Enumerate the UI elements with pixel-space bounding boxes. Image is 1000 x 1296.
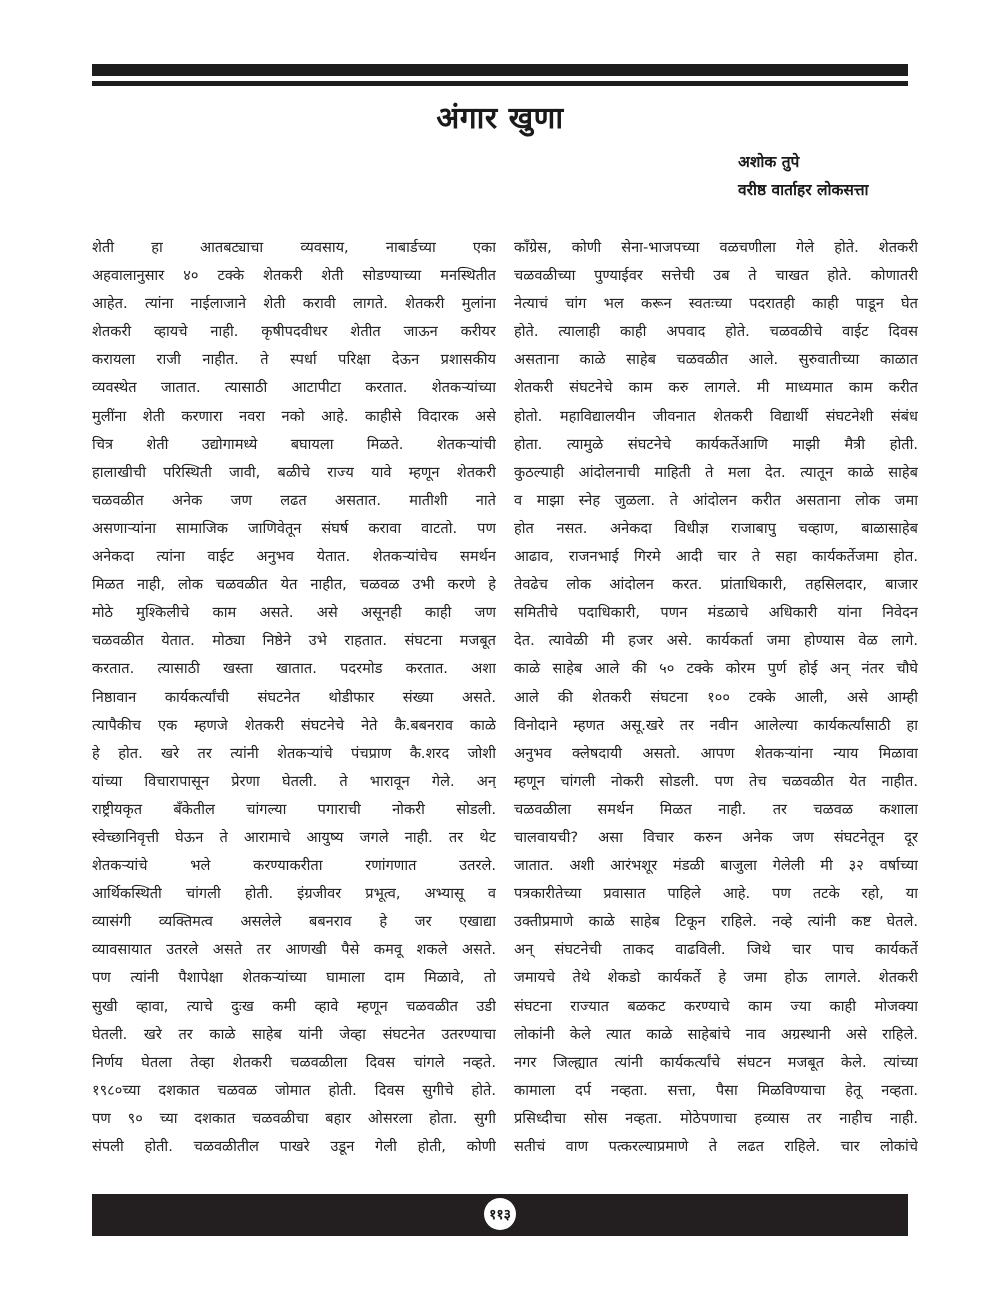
text-line: पण त्यांनी पैशापेक्षा शेतकऱ्यांच्या घामाला दाम मिळावे, तो — [92, 969, 496, 987]
text-line: होता. त्यामुळे संघटनेचे कार्यकर्तेआणि माझी मैत्री होती. — [514, 435, 918, 453]
text-line: शेतकऱ्यांचे भले करण्याकरीता रणांगणात उतरले. — [92, 857, 496, 875]
text-line: काँग्रेस, कोणी सेना-भाजपच्या वळचणीला गेले होते. शेतकरी — [514, 239, 918, 256]
right-column — [514, 234, 918, 1161]
text-line: आढाव, राजनभाई गिरमे आदी चार ते सहा कार्यकर्तेजमा होत. — [514, 548, 918, 566]
text-line: घेतली. खरे तर काळे साहेब यांनी जेव्हा संघटनेत उतरण्याचा — [92, 1025, 496, 1043]
text-line: करायला राजी नाहीत. ते स्पर्धा परिक्षा देऊन प्रशासकीय — [92, 351, 496, 369]
text-line: विनोदाने म्हणत असू.खरे तर नवीन आलेल्या कार्यकर्त्यांसाठी हा — [514, 716, 918, 734]
text-line: काळे साहेब आले की ५० टक्के कोरम पुर्ण होई अन् नंतर चौघे — [514, 660, 918, 678]
text-line: हे होत. खरे तर त्यांनी शेतकऱ्यांचे पंचप्राण कै.शरद जोशी — [92, 744, 496, 762]
text-line: देत. त्यावेळी मी हजर असे. कार्यकर्ता जमा होण्यास वेळ लागे. — [514, 632, 918, 650]
text-line: पत्रकारीतेच्या प्रवासात पाहिले आहे. पण तटके रहो, या — [514, 885, 918, 903]
text-line: व्यवस्थेत जातात. त्यासाठी आटापीटा करतात. शेतकऱ्यांच्या — [92, 379, 496, 397]
article-title: अंगार खुणा — [436, 101, 564, 136]
left-column — [92, 234, 496, 1161]
text-line: १९८०च्या दशकात चळवळ जोमात होती. दिवस सुगीचे होते. — [92, 1081, 496, 1099]
text-line: असताना काळे साहेब चळवळीत आले. सुरुवातीच्या काळात — [514, 351, 918, 369]
text-line: असणाऱ्यांना सामाजिक जाणिवेतून संघर्ष करावा वाटतो. पण — [92, 519, 496, 537]
text-line: आर्थिकस्थिती चांगली होती. इंग्रजीवर प्रभूत्व, अभ्यासू व — [92, 885, 496, 903]
text-line: होतो. महाविद्यालयीन जीवनात शेतकरी विद्यार्थी संघटनेशी संबंध — [514, 407, 918, 425]
text-line: नेत्याचं चांग भल करून स्वतःच्या पदरातही काही पाडून घेत — [514, 295, 918, 313]
text-line: चळवळीला समर्थन मिळत नाही. तर चळवळ कशाला — [514, 800, 918, 818]
text-line: कामाला दर्प नव्हता. सत्ता, पैसा मिळविण्याचा हेतू नव्हता. — [514, 1081, 918, 1099]
text-line: चळवळीत अनेक जण लढत असतात. मातीशी नाते — [92, 491, 496, 509]
text-line: कुठल्याही आंदोलनाची माहिती ते मला देत. त्यातून काळे साहेब — [514, 463, 918, 481]
text-line: यांच्या विचारापासून प्रेरणा घेतली. ते भारावून गेले. अन् — [92, 772, 496, 790]
text-line: राष्ट्रीयकृत बँकेतील चांगल्या पगाराची नोकरी सोडली. — [92, 800, 496, 818]
text-line: होत नसत. अनेकदा विधीज्ञ राजाबापु चव्हाण, बाळासाहेब — [514, 519, 918, 537]
text-line: प्रसिध्दीचा सोस नव्हता. मोठेपणाचा हव्यास तर नाहीच नाही. — [514, 1109, 918, 1127]
text-line: चित्र शेती उद्योगामध्ये बघायला मिळते. शेतकऱ्यांची — [92, 435, 496, 453]
text-line: सुखी व्हावा, त्याचे दुःख कमी व्हावे म्हणून चळवळीत उडी — [92, 997, 496, 1015]
text-line: आले की शेतकरी संघटना १०० टक्के आली, असे आम्ही — [514, 688, 918, 706]
header-rule-thick — [92, 64, 908, 76]
text-line: स्वेच्छानिवृत्ती घेऊन ते आरामाचे आयुष्य जगले नाही. तर थेट — [92, 828, 496, 846]
text-line: तेवढेच लोक आंदोलन करत. प्रांताधिकारी, तहसिलदार, बाजार — [514, 576, 918, 594]
text-line: आहेत. त्यांना नाईलाजाने शेती करावी लागते. शेतकरी मुलांना — [92, 295, 496, 313]
text-line: हालाखीची परिस्थिती जावी, बळीचे राज्य यावे म्हणून शेतकरी — [92, 463, 496, 481]
text-line: निर्णय घेतला तेव्हा शेतकरी चळवळीला दिवस चांगले नव्हते. — [92, 1053, 496, 1071]
text-line: मोठे मुश्किलीचे काम असते. असे असूनही काही जण — [92, 604, 496, 622]
text-line: संघटना राज्यात बळकट करण्याचे काम ज्या काही मोजक्या — [514, 997, 918, 1015]
text-line: व माझा स्नेह जुळला. ते आंदोलन करीत असताना लोक जमा — [514, 491, 918, 509]
text-line: संपली होती. चळवळीतील पाखरे उडून गेली होती, कोणी — [92, 1138, 496, 1155]
text-line: निष्ठावान कार्यकर्त्यांची संघटनेत थोडीफार संख्या असते. — [92, 688, 496, 706]
text-line: उक्तीप्रमाणे काळे साहेब टिकून राहिले. नव्हे त्यांनी कष्ट घेतले. — [514, 913, 918, 931]
text-line: अन् संघटनेची ताकद वाढविली. जिथे चार पाच कार्यकर्ते — [514, 941, 918, 959]
text-line: करतात. त्यासाठी खस्ता खातात. पदरमोड करतात. अशा — [92, 660, 496, 678]
byline — [738, 148, 869, 204]
text-line: पण ९० च्या दशकात चळवळीचा बहार ओसरला होता. सुगी — [92, 1109, 496, 1127]
text-line: चळवळीत येतात. मोठ्या निष्ठेने उभे राहतात. संघटना मजबूत — [92, 632, 496, 650]
text-line: अनेकदा त्यांना वाईट अनुभव येतात. शेतकऱ्यांचेच समर्थन — [92, 548, 496, 566]
text-line: व्यासंगी व्यक्तिमत्व असलेले बबनराव हे जर एखाद्या — [92, 913, 496, 931]
text-line: नगर जिल्ह्यात त्यांनी कार्यकर्त्यांचे संघटन मजबूत केले. त्यांच्या — [514, 1053, 918, 1071]
text-line: होते. त्यालाही काही अपवाद होते. चळवळीचे वाईट दिवस — [514, 323, 918, 341]
author-designation: वरीष्ठ वार्ताहर लोकसत्ता — [738, 181, 869, 199]
text-line: शेतकरी संघटनेचे काम करु लागले. मी माध्यमात काम करीत — [514, 379, 918, 397]
text-line: शेतकरी व्हायचे नाही. कृषीपदवीधर शेतीत जाऊन करीयर — [92, 323, 496, 341]
text-line: चळवळीच्या पुण्याईवर सत्तेची उब ते चाखत होते. कोणातरी — [514, 267, 918, 285]
page-number: ११३ — [484, 1198, 516, 1230]
text-line: लोकांनी केले त्यात काळे साहेबांचे नाव अग्रस्थानी असे राहिले. — [514, 1025, 918, 1043]
author-name: अशोक तुपे — [738, 153, 800, 171]
text-line: त्यापैकीच एक म्हणजे शेतकरी संघटनेचे नेते कै.बबनराव काळे — [92, 716, 496, 734]
footer-bar — [92, 1194, 908, 1236]
text-line: मुलींना शेती करणारा नवरा नको आहे. काहीसे विदारक असे — [92, 407, 496, 425]
header-rule-thin — [92, 81, 908, 86]
text-line: म्हणून चांगली नोकरी सोडली. पण तेच चळवळीत येत नाहीत. — [514, 772, 918, 790]
text-line: चालवायची? असा विचार करुन अनेक जण संघटनेतून दूर — [514, 828, 918, 846]
text-line: समितीचे पदाधिकारी, पणन मंडळाचे अधिकारी यांना निवेदन — [514, 604, 918, 622]
text-line: व्यावसायात उतरले असते तर आणखी पैसे कमवू शकले असते. — [92, 941, 496, 959]
text-line: शेती हा आतबट्याचा व्यवसाय, नाबार्डच्या एका — [92, 239, 496, 256]
text-line: मिळत नाही, लोक चळवळीत येत नाहीत, चळवळ उभी करणे हे — [92, 576, 496, 594]
text-line: अनुभव क्लेषदायी असतो. आपण शेतकऱ्यांना न्याय मिळावा — [514, 744, 918, 762]
text-line: जातात. अशी आरंभशूर मंडळी बाजुला गेलेली मी ३२ वर्षाच्या — [514, 857, 918, 875]
text-line: सतीचं वाण पत्करल्याप्रमाणे ते लढत राहिले. चार लोकांचे — [514, 1138, 918, 1155]
text-line: अहवालानुसार ४० टक्के शेतकरी शेती सोडण्याच्या मनस्थितीत — [92, 267, 496, 285]
text-line: जमायचे तेथे शेकडो कार्यकर्ते हे जमा होऊ लागले. शेतकरी — [514, 969, 918, 987]
